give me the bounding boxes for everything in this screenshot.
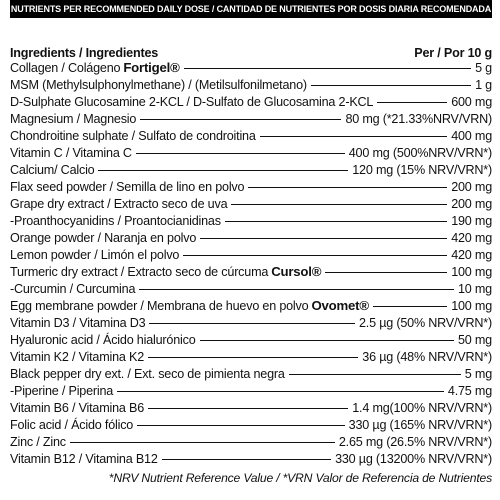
ingredient-brand: Ovomet® (311, 297, 369, 313)
ingredient-brand: Fortigel® (123, 59, 180, 75)
ingredient-amount: 2.65 mg (26.5% NRV/VRN*) (338, 434, 492, 449)
ingredient-amount: 420 mg (451, 247, 492, 262)
ingredient-name: Flax seed powder / Semilla de lino en polvo (10, 179, 245, 194)
ingredient-name: Vitamin K2 / Vitamina K2 (10, 349, 145, 364)
ingredient-name: Grape dry extract / Extracto seco de uva (10, 196, 228, 211)
leader-line (117, 391, 444, 392)
leader-line (137, 425, 345, 426)
table-row (10, 333, 492, 348)
ingredient-amount: 4.75 mg (447, 383, 492, 398)
table-row (10, 418, 492, 433)
table-row (10, 197, 492, 212)
ingredient-name: -Piperine / Piperina (10, 383, 114, 398)
table-column-headers (10, 46, 492, 61)
leader-line (200, 340, 454, 341)
ingredient-amount: 600 mg (451, 94, 492, 109)
leader-line (136, 153, 345, 154)
ingredient-name: Chondroitine sulphate / Sulfato de condroitina (10, 128, 256, 143)
table-row (10, 95, 492, 110)
ingredient-name: Egg membrane powder / Membrana de huevo en polvo (10, 298, 309, 313)
table-row (10, 384, 492, 399)
ingredient-name: Folic acid / Ácido fólico (10, 417, 134, 432)
ingredient-amount: 330 µg (13200% NRV/VRN*) (335, 451, 492, 466)
leader-line (289, 374, 461, 375)
table-row (10, 367, 492, 382)
ingredient-amount: 330 µg (165% NRV/VRN*) (348, 417, 492, 432)
leader-line (139, 289, 454, 290)
leader-line (184, 68, 471, 69)
leader-line (148, 357, 358, 358)
ingredient-name: Vitamin D3 / Vitamina D3 (10, 315, 146, 330)
table-row (10, 112, 492, 127)
ingredient-name: Zinc / Zinc (10, 434, 66, 449)
ingredient-amount: 1.4 mg(100% NRV/VRN*) (352, 400, 492, 415)
table-row (10, 231, 492, 246)
ingredient-amount: 420 mg (451, 230, 492, 245)
table-row (10, 265, 492, 280)
table-row (10, 350, 492, 365)
ingredient-amount: 1 g (475, 77, 492, 92)
leader-line (231, 204, 447, 205)
leader-line (149, 323, 355, 324)
ingredient-name: Lemon powder / Limón el polvo (10, 247, 180, 262)
column-header-ingredients: Ingredients / Ingredientes (10, 46, 159, 61)
ingredient-name: Collagen / Colágeno (10, 60, 121, 75)
ingredient-amount: 80 mg (*21.33%NRV/VRN) (345, 111, 492, 126)
leader-line (140, 119, 341, 120)
leader-line (162, 459, 331, 460)
ingredient-amount: 50 mg (457, 332, 492, 347)
leader-line (248, 187, 447, 188)
ingredient-name: Calcium/ Calcio (10, 162, 95, 177)
table-row (10, 78, 492, 93)
table-row (10, 316, 492, 331)
table-header-banner: NUTRIENTS PER RECOMMENDED DAILY DOSE / CANTIDAD DE NUTRIENTES POR DOSIS DIARIA RECOMENDADA (10, 0, 492, 18)
ingredient-name: Vitamin B6 / Vitamina B6 (10, 400, 145, 415)
ingredient-amount: 5 mg (464, 366, 492, 381)
ingredient-amount: 10 mg (457, 281, 492, 296)
leader-line (148, 408, 348, 409)
ingredient-amount: 36 µg (48% NRV/VRN*) (362, 349, 492, 364)
leader-line (225, 221, 447, 222)
leader-line (98, 170, 348, 171)
table-row (10, 129, 492, 144)
ingredient-name: D-Sulphate Glucosamine 2-KCL / D-Sulfato de Glucosamina 2-KCL (10, 94, 374, 109)
ingredient-name: -Proanthocyanidins / Proantocianidinas (10, 213, 221, 228)
ingredient-amount: 400 mg (500%NRV/VRN*) (348, 145, 492, 160)
table-row (10, 282, 492, 297)
ingredient-name: Black pepper dry ext. / Ext. seco de pimienta negra (10, 366, 285, 381)
table-row (10, 214, 492, 229)
ingredient-name: -Curcumin / Curcumina (10, 281, 136, 296)
ingredient-name: Vitamin C / Vitamina C (10, 145, 132, 160)
ingredient-amount: 190 mg (451, 213, 492, 228)
footnote: *NRV Nutrient Reference Value / *VRN Valor de Referencia de Nutrientes (108, 470, 492, 485)
ingredient-name: Vitamin B12 / Vitamina B12 (10, 451, 158, 466)
leader-line (260, 136, 448, 137)
table-row (10, 146, 492, 161)
leader-line (70, 442, 335, 443)
table-row (10, 435, 492, 450)
table-row (10, 248, 492, 263)
ingredient-amount: 200 mg (451, 196, 492, 211)
leader-line (325, 272, 447, 273)
table-row (10, 61, 492, 76)
ingredient-name: Hyaluronic acid / Ácido hialurónico (10, 332, 196, 347)
ingredient-name: Magnesium / Magnesio (10, 111, 137, 126)
nutrition-table (10, 22, 492, 485)
ingredient-brand: Cursol® (271, 263, 322, 279)
ingredient-name: Orange powder / Naranja en polvo (10, 230, 197, 245)
ingredient-name: MSM (Methylsulphonylmethane) / (Metilsulfonilmetano) (10, 77, 307, 92)
leader-line (311, 85, 471, 86)
leader-line (373, 306, 447, 307)
table-row (10, 180, 492, 195)
table-row (10, 299, 492, 314)
column-header-per-dose: Per / Por 10 g (414, 46, 492, 61)
ingredient-amount: 200 mg (451, 179, 492, 194)
table-row (10, 401, 492, 416)
ingredient-amount: 100 mg (451, 264, 492, 279)
leader-line (377, 102, 447, 103)
table-row (10, 163, 492, 178)
ingredient-amount: 5 g (475, 60, 492, 75)
ingredient-amount: 100 mg (451, 298, 492, 313)
ingredient-name: Turmeric dry extract / Extracto seco de cúrcuma (10, 264, 269, 279)
leader-line (200, 238, 447, 239)
ingredient-amount: 120 mg (15% NRV/VRN*) (352, 162, 492, 177)
ingredient-amount: 400 mg (451, 128, 492, 143)
leader-line (183, 255, 447, 256)
table-row (10, 452, 492, 467)
ingredient-amount: 2.5 µg (50% NRV/VRN*) (358, 315, 492, 330)
